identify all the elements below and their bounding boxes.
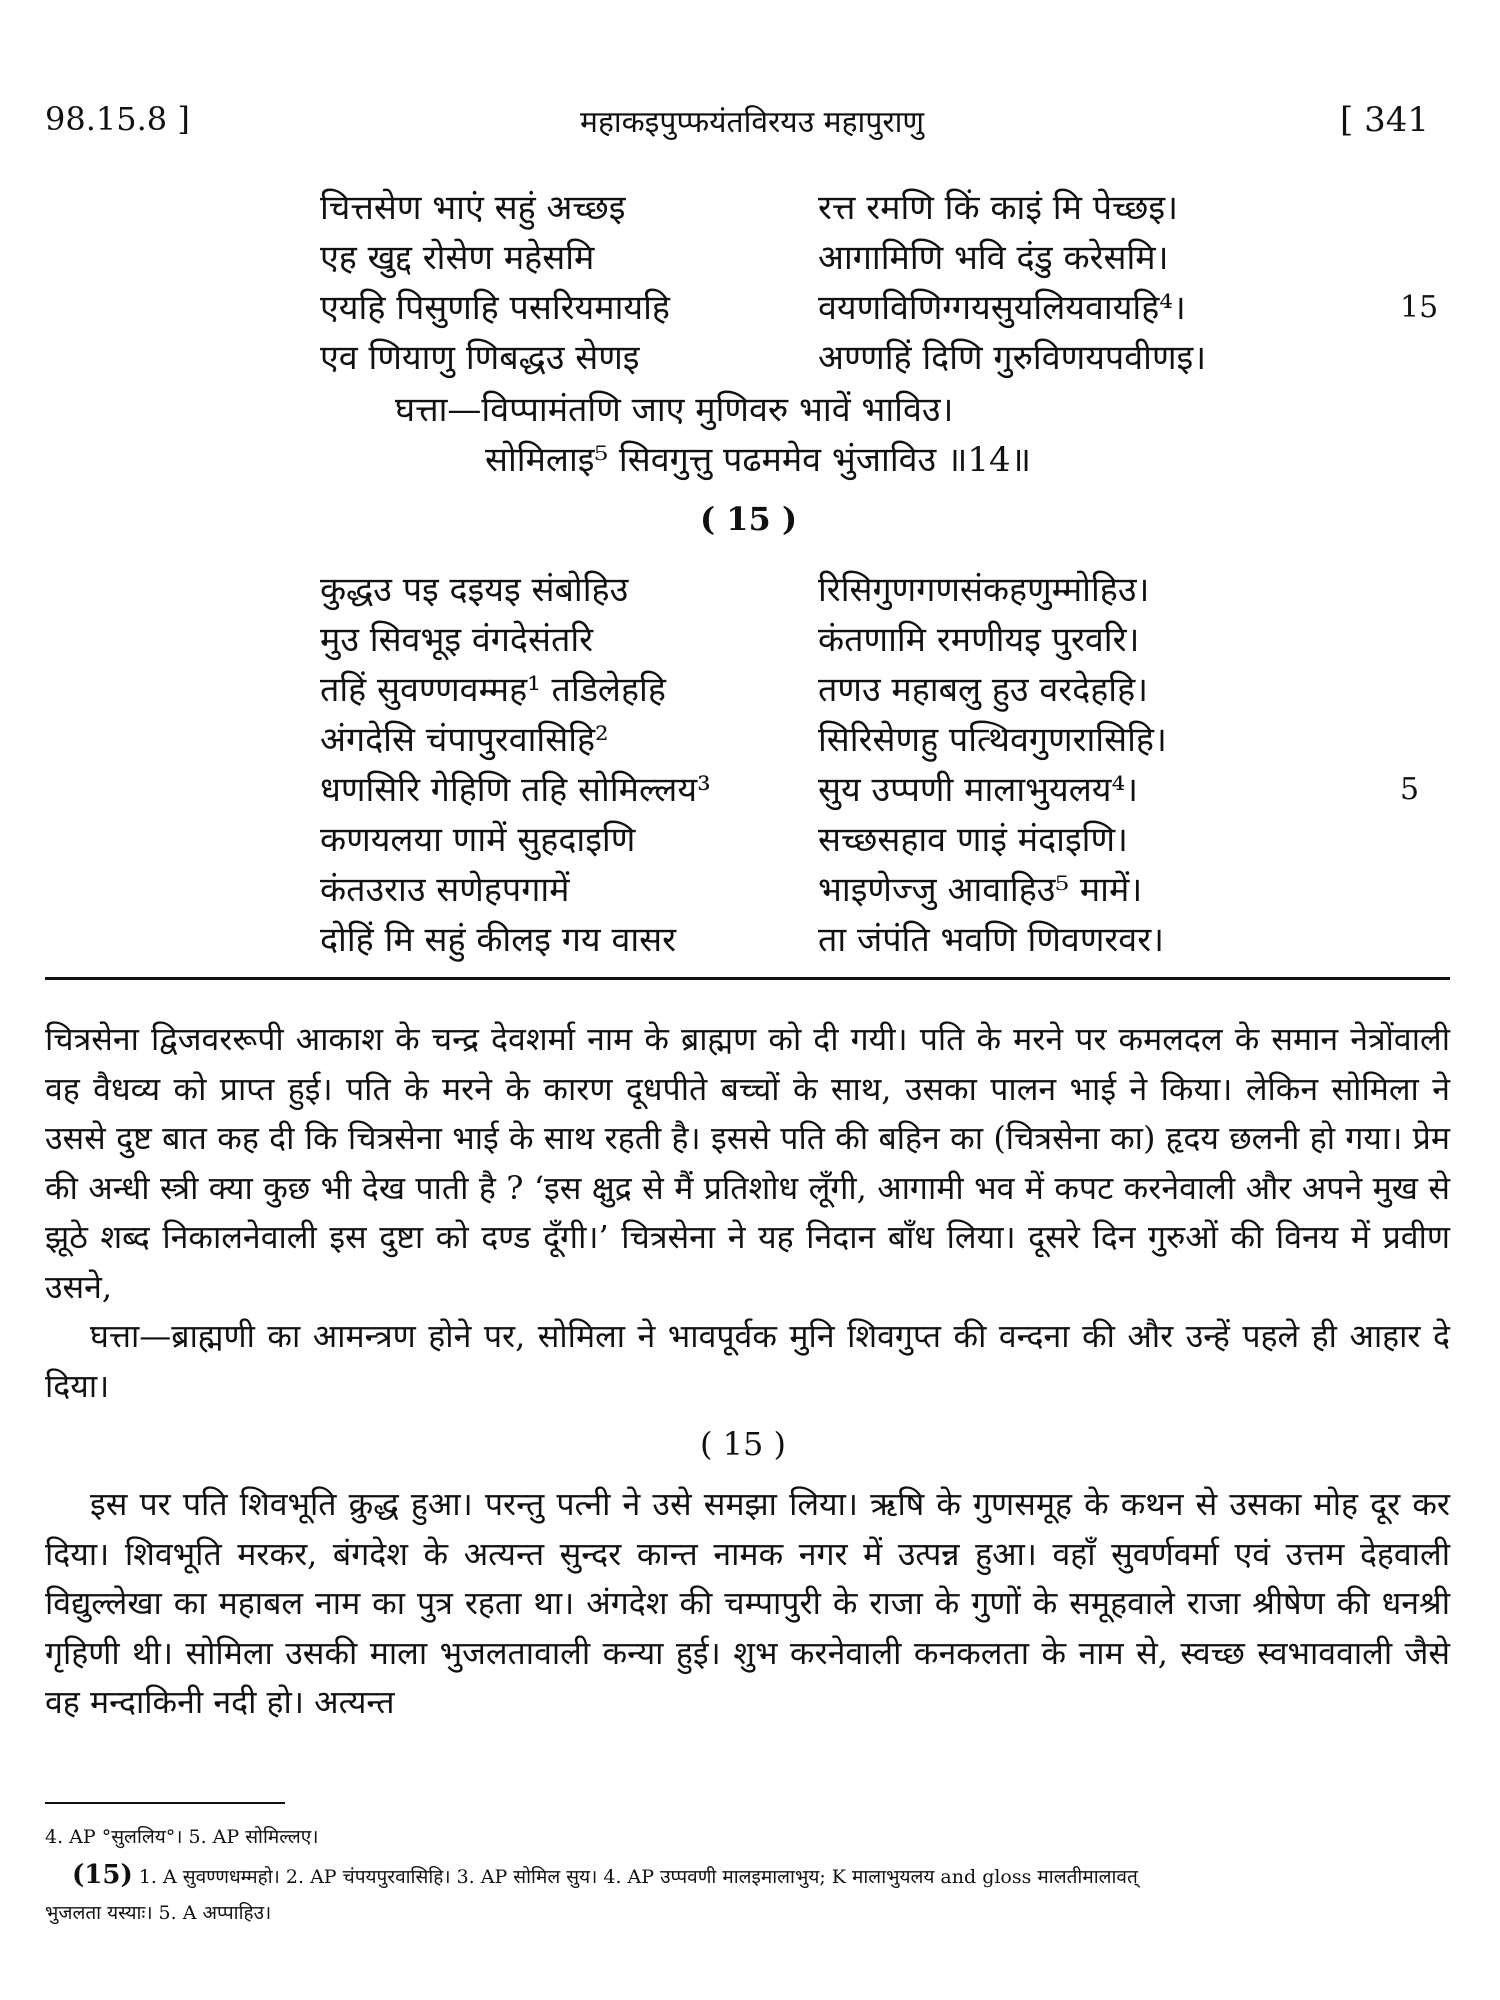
verse-line-right: ता जंपंति भवणि णिवणरवर। <box>818 920 1165 960</box>
verse-line-left: चित्तसेण भाएं सहुं अच्छइ <box>320 188 626 228</box>
verse-line-left: दोहिं मि सहुं कीलइ गय वासर <box>320 920 677 960</box>
verse-line-left: अंगदेसि चंपापुरवासिहि² <box>320 720 609 760</box>
verse-line-right: सिरिसेणहु पत्थिवगुणरासिहि। <box>818 720 1167 760</box>
footnote-line-15 <box>72 1858 1138 1894</box>
verse-line-right: कंतणामि रमणीयइ पुरवरि। <box>818 620 1140 660</box>
verse-line-left: कुद्धउ पइ दइयइ संबोहिउ <box>320 570 629 610</box>
translation-heading-15: ( 15 ) <box>700 1425 787 1463</box>
verse-line-left: कंतउराउ सणेहपगामें <box>320 870 570 910</box>
verse-line-left: धणसिरि गेहिणि तहि सोमिल्लय³ <box>320 770 711 810</box>
footnote-label-15: (15) <box>72 1860 133 1890</box>
verse-line-left: मुउ सिवभूइ वंगदेसंतरि <box>320 620 594 660</box>
verse-reference: 98.15.8 ] <box>45 100 190 138</box>
translation-ghatta: घत्ता—ब्राह्मणी का आमन्त्रण होने पर, सोमिला ने भावपूर्वक मुनि शिवगुप्त की वन्दना की और उन्हें पहले ही आहार दे दिया। <box>45 1317 1450 1405</box>
verse-line-right: आगामिणि भवि दंडु करेसमि। <box>818 238 1169 278</box>
verse-line-left: एयहि पिसुणहि पसरियमायहि <box>320 288 670 328</box>
translation-section-15: इस पर पति शिवभूति क्रुद्ध हुआ। परन्तु पत्नी ने उसे समझा लिया। ऋषि के गुणसमूह के कथन से उसका मोह दूर कर दिया। शिवभूति मरकर, बंगदेश के अत्यन्त सुन्दर कान्त नामक नगर में उत्पन्न हुआ। वहाँ सुवर्णवर्मा एवं उत्तम देहवाली विद्युल्लेखा का महाबल नाम का पुत्र रहता था। अंगदेश की चम्पापुरी के राजा के गुणों के समूहवाले राजा श्रीषेण की धनश्री गृहिणी थी। सोमिला उसकी माला भुजलतावाली कन्या हुई। शुभ करनेवाली कनकलता के नाम से, स्वच्छ स्वभाववाली जैसे वह मन्दाकिनी नदी हो। अत्यन्त <box>45 1485 1450 1721</box>
divider-rule <box>45 977 1450 980</box>
verse-line-right: सुय उप्पणी मालाभुयलय⁴। <box>818 770 1139 810</box>
verse-line-right: तणउ महाबलु हुउ वरदेहहि। <box>818 670 1149 710</box>
verse-line-right: भाइणेज्जु आवाहिउ⁵ मामें। <box>818 870 1143 910</box>
page-number: [ 341 <box>1340 100 1429 140</box>
section-heading-15: ( 15 ) <box>700 500 798 538</box>
running-title: महाकइपुप्फयंतविरयउ महापुराणु <box>580 105 925 140</box>
ghatta-line-1: घत्ता—विप्पामंतणि जाए मुणिवरु भावें भाविउ। <box>395 390 954 430</box>
footnote-rule <box>45 1802 285 1804</box>
verse-line-right: अण्णहिं दिणि गुरुविणयपवीणइ। <box>818 338 1207 378</box>
verse-line-right: रिसिगुणगणसंकहणुम्मोहिउ। <box>818 570 1150 610</box>
verse-line-right: वयणविणिग्गयसुयलियवायहि⁴। <box>818 288 1186 328</box>
verse-line-left: कणयलया णामें सुहदाइणि <box>320 820 636 860</box>
footnote-line-15-cont: भुजलता यस्याः। 5. A अप्पाहिउ। <box>45 1902 272 1924</box>
verse-line-left: एव णियाणु णिबद्धउ सेणइ <box>320 338 640 378</box>
translation-paragraph: चित्रसेना द्विजवररूपी आकाश के चन्द्र देवशर्मा नाम के ब्राह्मण को दी गयी। पति के मरने पर कमलदल के समान नेत्रोंवाली वह वैधव्य को प्राप्त हुई। पति के मरने के कारण दूधपीते बच्चों के साथ, उसका पालन भाई ने किया। लेकिन सोमिला ने उससे दुष्ट बात कह दी कि चित्रसेना भाई के साथ रहती है। इससे पति की बहिन का (चित्रसेना का) हृदय छलनी हो गया। प्रेम की अन्धी स्त्री क्या कुछ भी देख पाती है ? ‘इस क्षुद्र से मैं प्रतिशोध लूँगी, आगामी भव में कपट करनेवाली और अपने मुख से झूठे शब्द निकालनेवाली इस दुष्टा को दण्ड दूँगी।’ चित्रसेना ने यह निदान बाँध लिया। दूसरे दिन गुरुओं की विनय में प्रवीण उसने, <box>45 1020 1450 1306</box>
verse-line-left: तहिं सुवण्णवम्मह¹ तडिलेहहि <box>320 670 666 710</box>
verse-line-left: एह खुद्द रोसेण महेसमि <box>320 238 595 278</box>
translation-section-14 <box>45 1015 1450 1411</box>
verse-line-right: रत्त रमणि किं काइं मि पेच्छइ। <box>818 188 1178 228</box>
line-number: 5 <box>1400 772 1420 807</box>
ghatta-line-2: सोमिलाइ⁵ सिवगुत्तु पढममेव भुंजाविउ ॥14॥ <box>485 440 1031 480</box>
footnote-text-15: 1. A सुवण्णधम्महो। 2. AP चंपयपुरवासिहि। 3. AP सोमिल सुय। 4. AP उप्पवणी मालइमालाभुय; K मालाभुयलय and gloss मालतीमालावत् <box>138 1866 1138 1888</box>
line-number: 15 <box>1400 290 1439 325</box>
verse-line-right: सच्छसहाव णाइं मंदाइणि। <box>818 820 1128 860</box>
footnote-line-14: 4. AP °सुललिय°। 5. AP सोमिल्लए। <box>45 1826 319 1848</box>
